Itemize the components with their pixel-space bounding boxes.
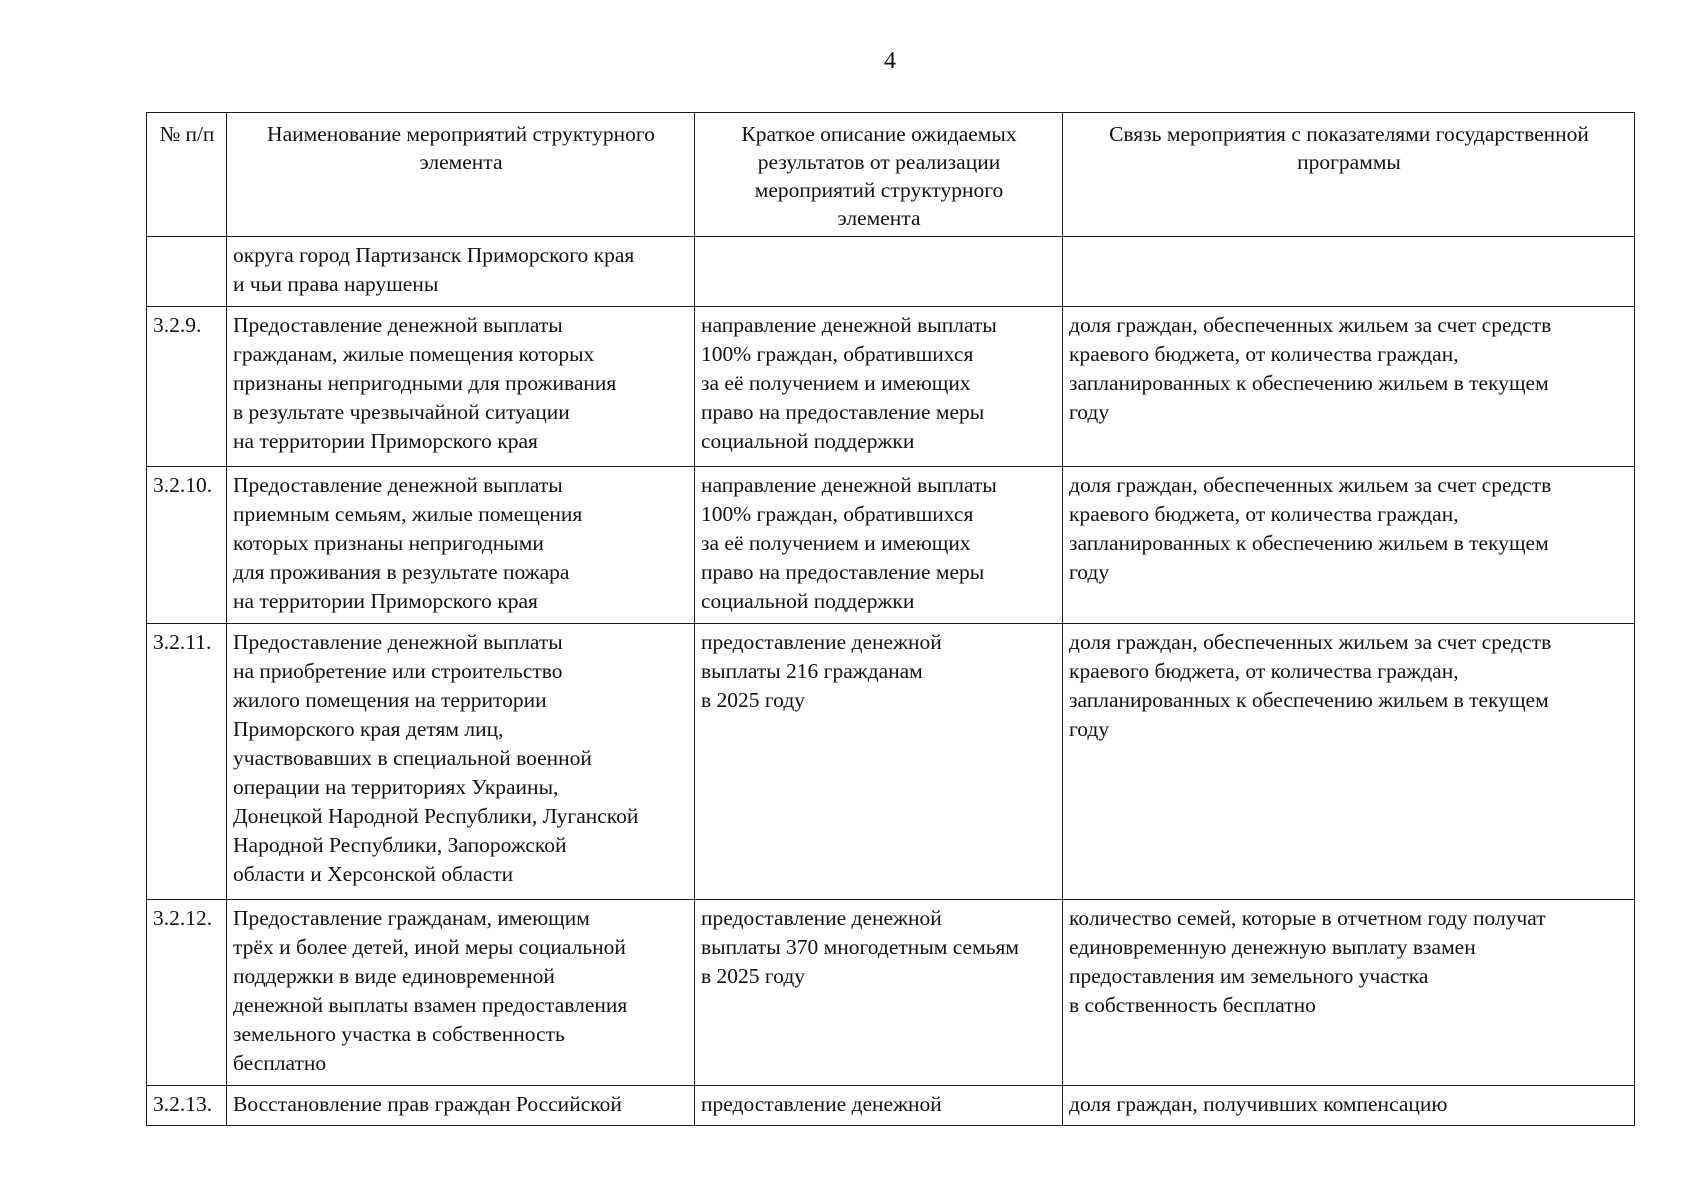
cell-description: направление денежной выплаты 100% граждан, обратившихся за её получением и имеющих право на предоставление меры социальной поддержки (695, 307, 1063, 467)
cell-description (695, 237, 1063, 307)
table-row (147, 307, 1635, 467)
header-link: Связь мероприятия с показателями государственной программы (1063, 113, 1635, 237)
cell-link: доля граждан, получивших компенсацию (1063, 1086, 1635, 1126)
cell-link (1063, 237, 1635, 307)
cell-num: 3.2.10. (147, 467, 227, 624)
cell-name: Предоставление гражданам, имеющим трёх и более детей, иной меры социальной поддержки в виде единовременной денежной выплаты взамен предоставления земельного участка в собственность бесплатно (227, 900, 695, 1086)
table-row (147, 237, 1635, 307)
cell-name: Предоставление денежной выплаты гражданам, жилые помещения которых признаны непригодными для проживания в результате чрезвычайной ситуации на территории Приморского края (227, 307, 695, 467)
cell-name: Восстановление прав граждан Российской (227, 1086, 695, 1126)
cell-num: 3.2.12. (147, 900, 227, 1086)
table-row (147, 624, 1635, 900)
header-name: Наименование мероприятий структурного элемента (227, 113, 695, 237)
table-row (147, 467, 1635, 624)
cell-description: предоставление денежной выплаты 370 многодетным семьям в 2025 году (695, 900, 1063, 1086)
measures-table (146, 112, 1635, 1126)
table-row (147, 1086, 1635, 1126)
header-description: Краткое описание ожидаемых результатов от реализации мероприятий структурного элемента (695, 113, 1063, 237)
cell-link: доля граждан, обеспеченных жильем за счет средств краевого бюджета, от количества граждан, запланированных к обеспечению жильем в текущем году (1063, 467, 1635, 624)
header-num: № п/п (147, 113, 227, 237)
table-row (147, 900, 1635, 1086)
cell-num (147, 237, 227, 307)
cell-num: 3.2.9. (147, 307, 227, 467)
cell-link: доля граждан, обеспеченных жильем за счет средств краевого бюджета, от количества граждан, запланированных к обеспечению жильем в текущем году (1063, 307, 1635, 467)
cell-num: 3.2.11. (147, 624, 227, 900)
cell-name: Предоставление денежной выплаты приемным семьям, жилые помещения которых признаны непригодными для проживания в результате пожара на территории Приморского края (227, 467, 695, 624)
page-number: 4 (884, 48, 896, 74)
cell-name: округа город Партизанск Приморского края и чьи права нарушены (227, 237, 695, 307)
cell-description: предоставление денежной выплаты 216 гражданам в 2025 году (695, 624, 1063, 900)
cell-num: 3.2.13. (147, 1086, 227, 1126)
cell-name: Предоставление денежной выплаты на приобретение или строительство жилого помещения на территории Приморского края детям лиц, участвовавших в специальной военной операции на территориях Украины, Донецкой Народной Республики, Луганской Народной Республики, Запорожской области и Херсонской области (227, 624, 695, 900)
table-header-row (147, 113, 1635, 237)
cell-link: количество семей, которые в отчетном году получат единовременную денежную выплату взамен предоставления им земельного участка в собственность бесплатно (1063, 900, 1635, 1086)
cell-link: доля граждан, обеспеченных жильем за счет средств краевого бюджета, от количества граждан, запланированных к обеспечению жильем в текущем году (1063, 624, 1635, 900)
cell-description: предоставление денежной (695, 1086, 1063, 1126)
cell-description: направление денежной выплаты 100% граждан, обратившихся за её получением и имеющих право на предоставление меры социальной поддержки (695, 467, 1063, 624)
